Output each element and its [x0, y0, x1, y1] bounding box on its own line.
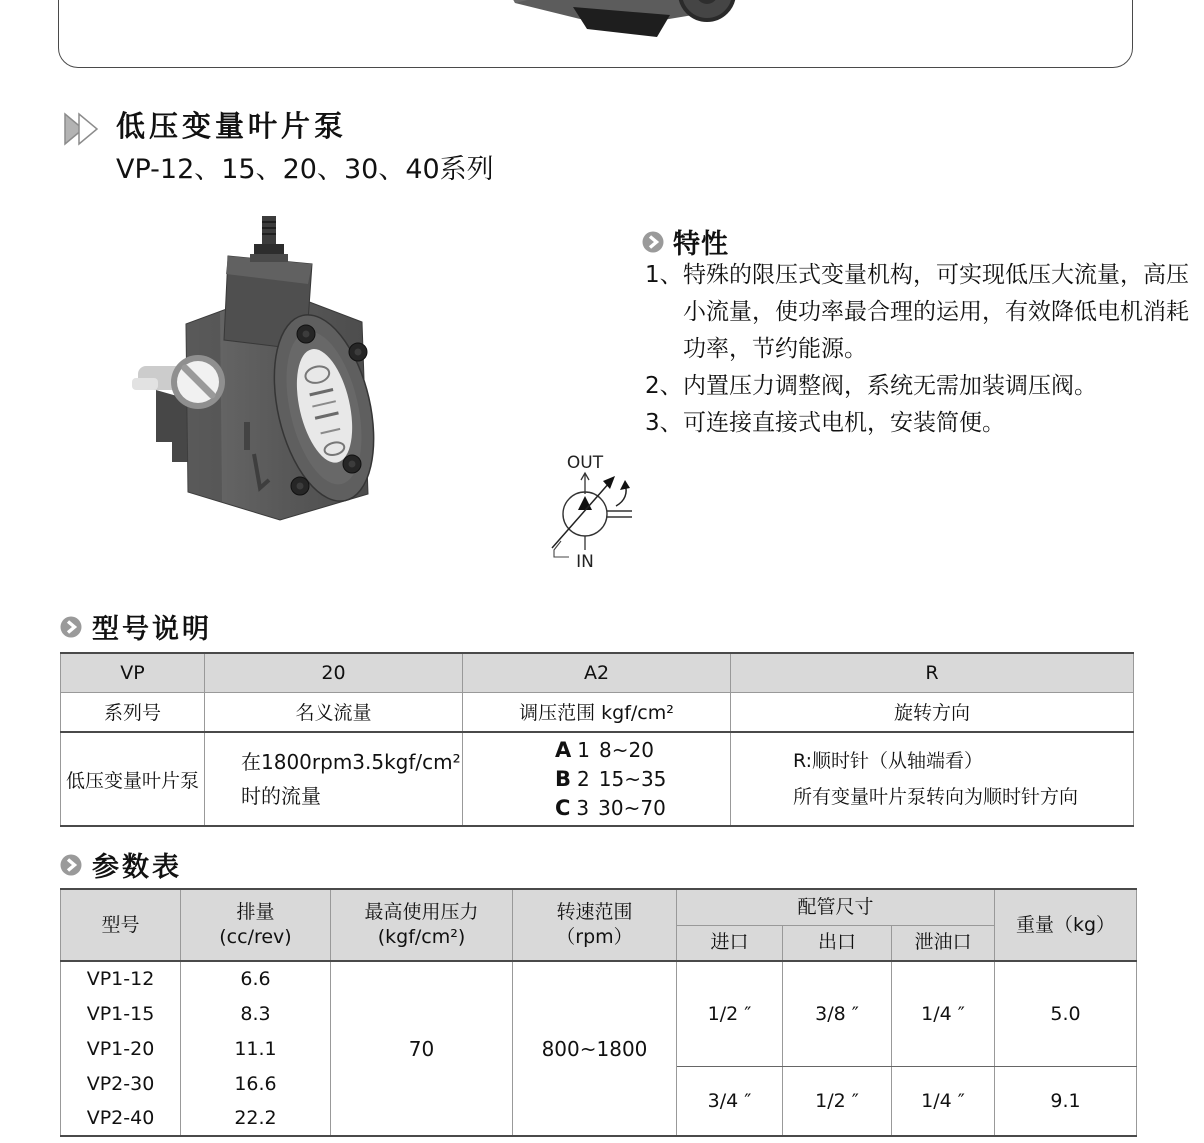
col-header-inlet: 进口 — [677, 925, 783, 961]
displacement-cell: 16.6 — [181, 1066, 331, 1101]
double-chevron-icon — [62, 112, 106, 146]
feature-item — [645, 405, 1198, 442]
label-cell: 调压范围 kgf/cm² — [463, 692, 731, 732]
drain-cell: 1/4 ″ — [892, 961, 995, 1066]
rotation-line: R:顺时针（从轴端看） — [793, 750, 984, 772]
pump-photo-partial — [495, 0, 745, 47]
max-pressure-cell: 70 — [331, 961, 513, 1136]
page-title: 低压变量叶片泵 — [116, 109, 348, 143]
col-header-weight: 重量（kg） — [995, 889, 1137, 961]
col-header-piping: 配管尺寸 — [677, 889, 995, 925]
feature-item — [645, 257, 1198, 368]
pump-product-photo — [128, 196, 528, 536]
col-header-speed-range: 转速范围 （rpm） — [513, 889, 677, 961]
label-cell: 名义流量 — [205, 692, 463, 732]
features-heading: 特性 — [673, 229, 729, 260]
rotation-line: 所有变量叶片泵转向为顺时针方向 — [793, 786, 1079, 808]
circle-chevron-icon — [60, 854, 82, 876]
rotation-cell — [731, 732, 1134, 826]
flow-line: 在1800rpm3.5kgf/cm² — [241, 750, 461, 774]
page-subtitle: VP-12、15、20、30、40系列 — [116, 154, 494, 185]
header-row — [61, 889, 1137, 925]
params-section-heading: 参数表 — [92, 852, 182, 883]
circle-chevron-icon — [642, 231, 664, 253]
displacement-cell: 11.1 — [181, 1031, 331, 1066]
model-cell: VP1-12 — [61, 961, 181, 996]
flow-line: 时的流量 — [241, 784, 321, 808]
inlet-cell: 1/2 ″ — [677, 961, 783, 1066]
weight-cell: 9.1 — [995, 1066, 1137, 1136]
label-cell: 旋转方向 — [731, 692, 1134, 732]
code-row — [61, 653, 1134, 692]
model-cell: VP1-20 — [61, 1031, 181, 1066]
model-section-heading: 型号说明 — [92, 614, 212, 645]
series-name-cell: 低压变量叶片泵 — [61, 732, 205, 826]
pressure-option: A 1 8~20 — [555, 737, 654, 762]
model-cell: VP2-30 — [61, 1066, 181, 1101]
pressure-option: B 2 15~35 — [555, 766, 667, 791]
pump-adjust-screw — [262, 216, 276, 246]
feature-text: 内置压力调整阀，系统无需加装调压阀。 — [683, 373, 1097, 399]
pressure-option: C 3 30~70 — [555, 795, 666, 820]
displacement-cell: 8.3 — [181, 996, 331, 1031]
inlet-cell: 3/4 ″ — [677, 1066, 783, 1136]
outlet-cell: 1/2 ″ — [783, 1066, 892, 1136]
features-list — [645, 257, 1198, 442]
feature-number: 3、 — [645, 410, 683, 436]
model-section-head — [60, 607, 212, 646]
parameters-table — [60, 888, 1137, 1137]
features-section-head — [642, 222, 729, 261]
col-header-outlet: 出口 — [783, 925, 892, 961]
title-block — [62, 106, 494, 190]
label-cell: 系列号 — [61, 692, 205, 732]
model-cell: VP1-15 — [61, 996, 181, 1031]
flow-triangle — [578, 496, 592, 510]
model-cell: VP2-40 — [61, 1101, 181, 1136]
feature-text: 功率，节约能源。 — [683, 336, 867, 362]
feature-number: 2、 — [645, 373, 683, 399]
code-cell: R — [731, 653, 1134, 692]
label-row — [61, 692, 1134, 732]
col-header-drain: 泄油口 — [892, 925, 995, 961]
symbol-out-label: OUT — [566, 453, 604, 473]
feature-text: 特殊的限压式变量机构，可实现低压大流量，高压 — [683, 262, 1189, 288]
model-code-table — [60, 652, 1134, 827]
displacement-cell: 22.2 — [181, 1101, 331, 1136]
feature-item — [645, 368, 1198, 405]
weight-cell: 5.0 — [995, 961, 1137, 1066]
code-cell: VP — [61, 653, 205, 692]
speed-range-cell: 800~1800 — [513, 961, 677, 1136]
outlet-cell: 3/8 ″ — [783, 961, 892, 1066]
detail-row — [61, 732, 1134, 826]
table-row — [61, 961, 1137, 996]
col-header-displacement: 排量 (cc/rev) — [181, 889, 331, 961]
variable-pump-symbol — [520, 450, 660, 572]
feature-text: 可连接直接式电机，安装简便。 — [683, 410, 1005, 436]
col-header-max-pressure: 最高使用压力 (kgf/cm²) — [331, 889, 513, 961]
displacement-cell: 6.6 — [181, 961, 331, 996]
code-cell: A2 — [463, 653, 731, 692]
feature-number: 1、 — [645, 262, 683, 288]
pressure-range-cell — [463, 732, 731, 826]
code-cell: 20 — [205, 653, 463, 692]
drain-cell: 1/4 ″ — [892, 1066, 995, 1136]
feature-text: 小流量，使功率最合理的运用，有效降低电机消耗 — [683, 299, 1189, 325]
params-section-head — [60, 845, 182, 884]
nominal-flow-cell — [205, 732, 463, 826]
circle-chevron-icon — [60, 616, 82, 638]
col-header-model: 型号 — [61, 889, 181, 961]
symbol-in-label: IN — [576, 552, 594, 572]
